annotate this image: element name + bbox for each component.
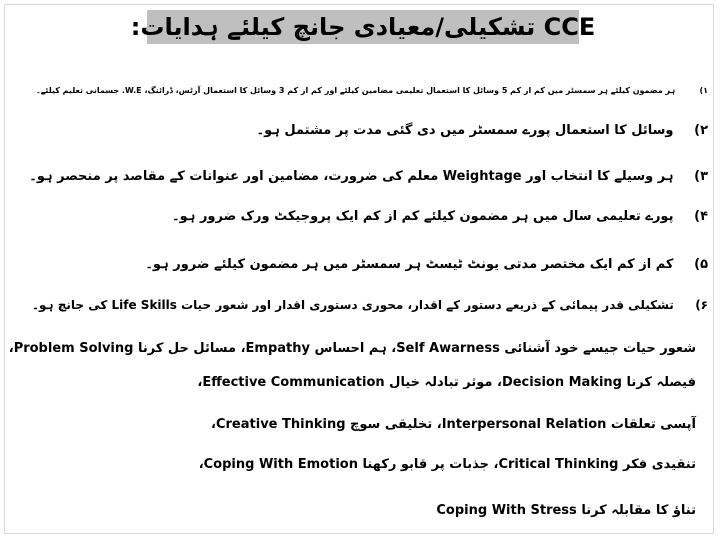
list-item-5 <box>145 256 708 274</box>
list-item-4 <box>172 208 708 226</box>
list-item-number: ۵) <box>694 257 708 272</box>
list-item-text: تشکیلی قدر پیمائی کے ذریعے دستور کے اقدار، محوری دستوری اقدار اور شعور حیات Life Skills کی جانچ ہو۔ <box>31 298 674 312</box>
list-item-number: ۲) <box>694 123 708 138</box>
list-item-number: ۳) <box>694 169 708 184</box>
life-skills-line-1: شعور حیات جیسے خود آشنائی Self Awarness، ہم احساس Empathy، مسائل حل کرنا Problem Solving، <box>8 341 696 356</box>
life-skills-line-3: آپسی تعلقات Interpersonal Relation، تخلیقی سوچ Creative Thinking، <box>211 417 696 432</box>
list-item-6 <box>32 296 708 314</box>
list-item-text: ہر مضمون کیلئے ہر سمسٹر میں کم از کم 5 وسائل کا استعمال تعلیمی مضامین کیلئے اور کم از کم 3 وسائل کا استعمال آرٹس، ڈرائنگ، W.E. جسمانی تعلیم کیلئے۔ <box>36 86 676 95</box>
list-item-3 <box>29 168 708 186</box>
list-item-number: ۶) <box>695 298 708 312</box>
list-item-text: وسائل کا استعمال پورے سمسٹر میں دی گئی مدت پر مشتمل ہو۔ <box>256 123 674 138</box>
list-item-1 <box>36 82 708 100</box>
list-item-text: کم از کم ایک مختصر مدتی یونٹ ٹیسٹ ہر سمسٹر میں ہر مضمون کیلئے ضرور ہو۔ <box>145 257 674 272</box>
list-item-2 <box>256 122 708 140</box>
life-skills-line-2: فیصلہ کرنا Decision Making، موثر تبادلہ خیال Effective Communication، <box>197 375 696 390</box>
page-title: CCE تشکیلی/معیادی جانچ کیلئے ہدایات: <box>147 10 579 44</box>
list-item-number: ۴) <box>694 209 708 224</box>
life-skills-line-4: تنقیدی فکر Critical Thinking، جذبات پر قابو رکھنا Coping With Emotion، <box>198 457 696 472</box>
list-item-text: ہر وسیلے کا انتخاب اور Weightage معلم کی ضرورت، مضامین اور عنوانات کے مقاصد پر منحصر ہو۔ <box>29 169 674 184</box>
list-item-number: ۱) <box>699 86 708 95</box>
life-skills-line-5: تناؤ کا مقابلہ کرنا Coping With Stress <box>436 503 696 518</box>
list-item-text: پورے تعلیمی سال میں ہر مضمون کیلئے کم از کم ایک پروجیکٹ ورک ضرور ہو۔ <box>172 209 674 224</box>
